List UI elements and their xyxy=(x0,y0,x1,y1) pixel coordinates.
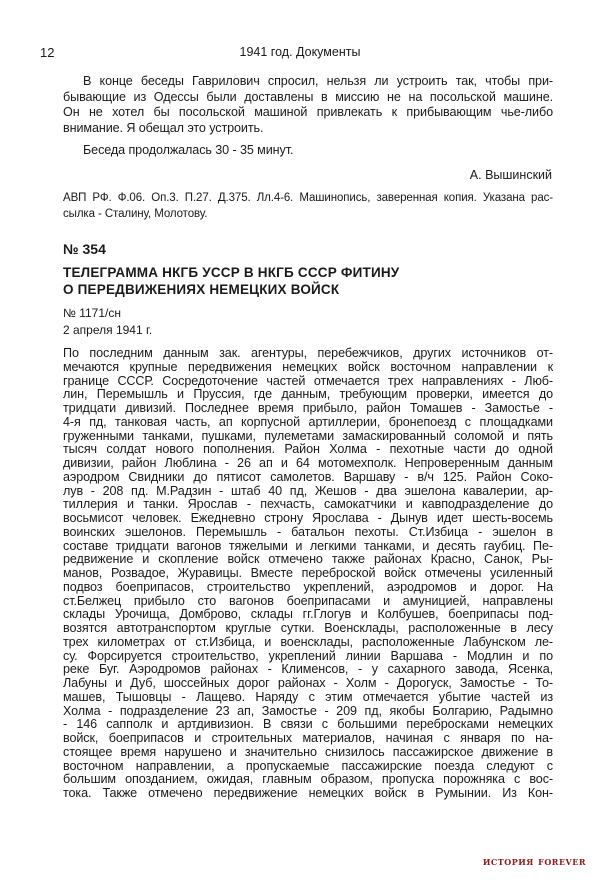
text-line: АВП РФ. Ф.06. Оп.3. П.27. Д.375. Лл.4-6. Машинопись, заверенная копия. Указана рас- xyxy=(63,192,553,204)
text-line: лин, Перемышль и Пруссия, где данным, требующим проверки, имеется до xyxy=(63,387,553,402)
registration-number: № 1171/сн xyxy=(63,306,121,320)
text-line: - 146 сапполк и артдивизион. В связи с большими перебросками немецких xyxy=(63,717,553,732)
text-line: манов, Розвадое, Журавицы. Вместе переброской войск отмечены усиленный xyxy=(63,566,553,580)
text-line: восьмисот человек. Ежедневно строну Ярослава - Дынув идет шесть-восемь xyxy=(63,511,553,525)
text-line: В конце беседы Гаврилович спросил, нельзя ли устроить так, чтобы при- xyxy=(83,74,553,88)
text-line: тока. Также отмечено передвижение немецких войск в Румынии. Из Кон- xyxy=(63,786,553,800)
text-line: По последним данным зак. агентуры, перебежчиков, других источников от- xyxy=(63,346,553,360)
text-line: груженными танками, пушками, пулеметами замаскированный соломой и пять xyxy=(63,428,553,443)
watermark-logo: история forever xyxy=(482,855,586,868)
text-line: составе тридцати вагонов тяжелыми и легкими танками, и десять гаубиц. Пе- xyxy=(63,538,553,553)
text-line: 4-я пд, танковая часть, ап корпусной артиллерии, бронепоезд с площадками xyxy=(63,414,553,429)
signature: А. Вышинский xyxy=(469,168,552,182)
text-line: восточном направлении, а пропускаемые пассажирские поезда следуют с xyxy=(63,758,553,773)
text-line: Беседа продолжалась 30 - 35 минут. xyxy=(83,143,294,157)
running-header: 1941 год. Документы xyxy=(239,45,361,59)
text-line: возятся автотранспортом круглые сутки. Военсклады, расположенные в лесу xyxy=(63,621,553,635)
text-line: сылка - Сталину, Молотову. xyxy=(63,208,208,220)
text-line: бывающие из Одессы были доставлены в миссию не на посольской машине. xyxy=(63,89,553,104)
text-line: границе СССР. Сосредоточение частей отмечается трех направлениях - Люб- xyxy=(63,373,553,388)
text-line: лув - 208 пд. М.Радзин - штаб 40 пд, Жешов - два эшелона кавалерии, ар- xyxy=(63,483,553,498)
text-line: трех километрах от ст.Избица, и военсклады, расположенные Лабунском ле- xyxy=(63,634,553,649)
text-line: воинских эшелонов. Перемышль - батальон пехоты. Ст.Избица - эшелон в xyxy=(63,524,553,539)
text-line: тридцати дивизий. Последнее время прибыло, район Томашев - Замостье - xyxy=(63,401,553,415)
text-line: дивизии, район Люблина - 26 ап и 64 мотомехполк. Непроверенным данным xyxy=(63,456,553,470)
document-title-line: ТЕЛЕГРАММА НКГБ УССР В НКГБ СССР ФИТИНУ xyxy=(63,265,400,280)
text-line: внимание. Я обещал это устроить. xyxy=(63,120,264,135)
document-date: 2 апреля 1941 г. xyxy=(63,323,153,337)
text-line: стоящее время нарушено и значительно снизилось пассажирское движение в xyxy=(63,744,553,759)
text-line: машев, Тышовцы - Лащево. Наряду с этим отмечается убытие частей из xyxy=(63,689,553,704)
text-line: редвижение и скопление войск отмечено также районах Красно, Санок, Ры- xyxy=(63,552,553,567)
text-line: реке Буг. Аэродромов районах - Клименсов, - у сахарного завода, Ясенка, xyxy=(63,662,553,677)
text-line: Лабуны и Дуб, шоссейных дорог районах - Холм - Дорогуск, Замостье - То- xyxy=(63,676,553,690)
text-line: мечаются крупные передвижения немецких войск восточном направлении к xyxy=(63,359,553,374)
text-line: подвоз боеприпасов, строительство укреплений, аэродромов и дорог. На xyxy=(63,579,553,594)
text-line: склады Урочища, Домброво, склады гг.Глогув и Колбушев, боеприпасы под- xyxy=(63,607,553,622)
text-line: Он не хотел бы посольской машиной привлекать к прибывающим чье-либо xyxy=(63,105,553,119)
text-line: аэродром Свидники до пятисот самолетов. Варшаву - в/ч 125. Район Соко- xyxy=(63,469,553,484)
document-title-line: О ПЕРЕДВИЖЕНИЯХ НЕМЕЦКИХ ВОЙСК xyxy=(63,282,340,297)
page-number: 12 xyxy=(40,45,55,60)
document-number: № 354 xyxy=(63,241,106,257)
text-line: большим опозданием, ожидая, главным образом, пропуска порожняка с вос- xyxy=(63,772,553,787)
text-line: Холма - подразделение 23 ап, Замостье - 209 пд, якобы Болгарию, Радымно xyxy=(63,703,553,718)
text-line: тысяч солдат нового пополнения. Район Холма - пехотные части до одной xyxy=(63,442,553,457)
text-line: су. Форсируется строительство, укреплений линии Варшава - Модлин и по xyxy=(63,648,553,663)
text-line: ст.Белжец прибыло сто вагонов боеприпасами и амуницией, направлены xyxy=(63,593,553,608)
text-line: тиллерия и танки. Ярослав - пехчасть, самокатчики и кавподразделение до xyxy=(63,497,553,512)
text-line: войск, боеприпасов и строительных материалов, начиная с января по на- xyxy=(63,731,553,745)
